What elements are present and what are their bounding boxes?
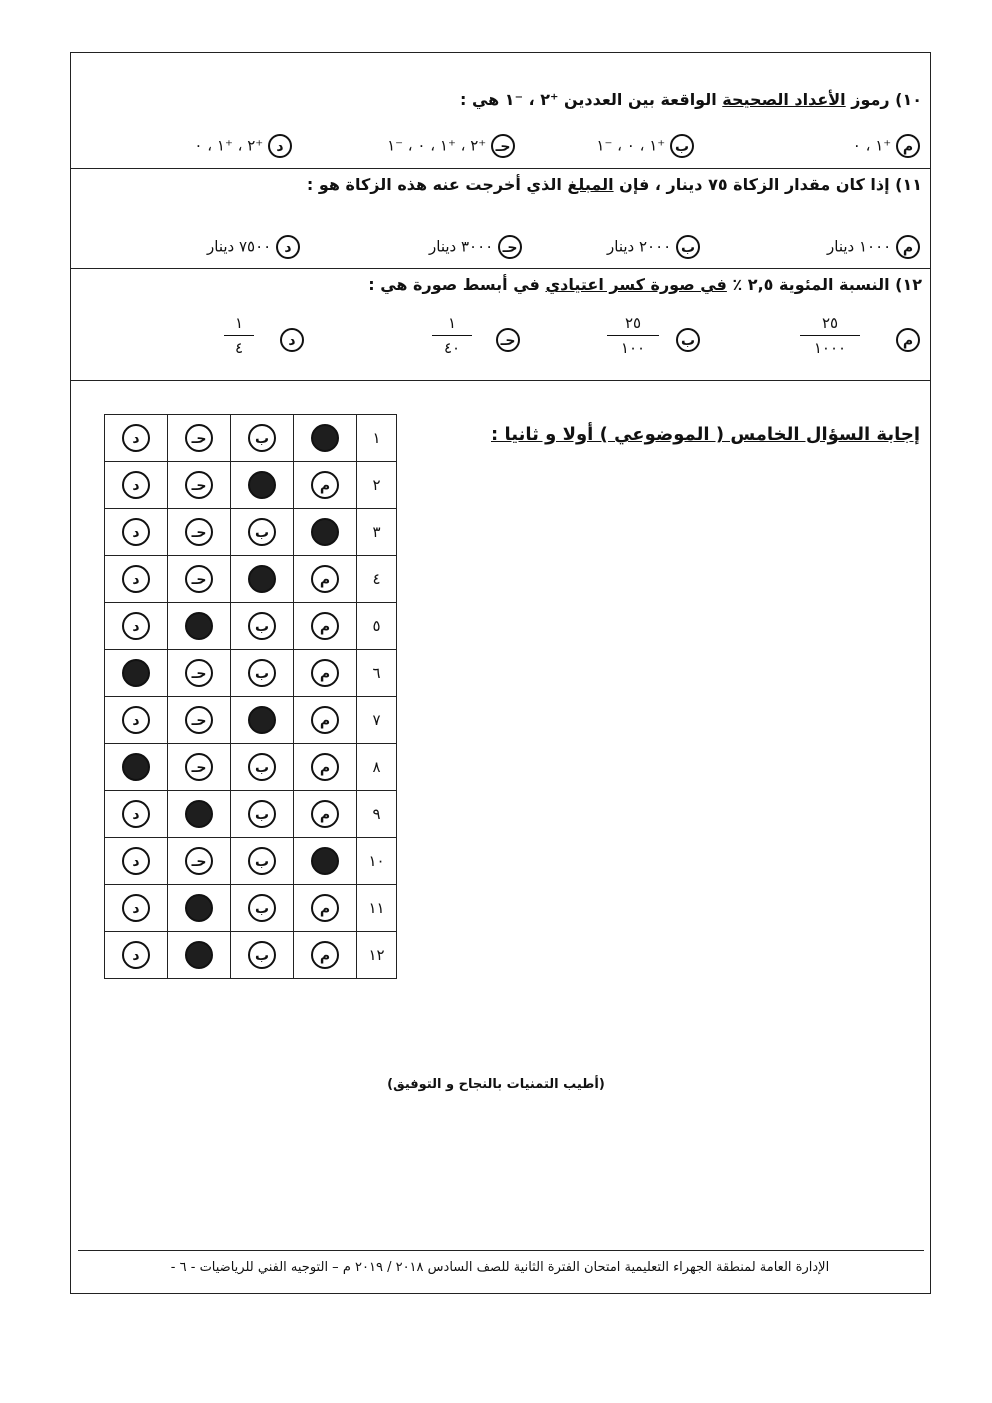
fraction-numerator: ٢٥: [624, 314, 642, 332]
choice-bubble[interactable]: د: [122, 471, 150, 499]
question-number: ٧: [357, 697, 397, 744]
question-number: ٥: [357, 603, 397, 650]
choice-bubble[interactable]: م: [311, 894, 339, 922]
option-label: د: [276, 235, 300, 259]
q11-option-a: [827, 235, 920, 259]
answer-cell: [168, 415, 231, 462]
answer-cell: [105, 603, 168, 650]
option-text: ⁺١ ، ٠: [852, 136, 892, 155]
q11-option-d: [207, 235, 300, 259]
choice-bubble[interactable]: حـ: [185, 565, 213, 593]
choice-bubble[interactable]: حـ: [185, 471, 213, 499]
choice-bubble[interactable]: م: [311, 659, 339, 687]
question-number: ١: [357, 415, 397, 462]
fraction-denominator: ٤٠: [443, 339, 461, 357]
q11-option-b: [607, 235, 700, 259]
answer-cell: [294, 838, 357, 885]
fraction-numerator: ٢٥: [821, 314, 839, 332]
q10-option-a: [853, 134, 920, 158]
choice-bubble[interactable]: ب: [248, 894, 276, 922]
filled-bubble[interactable]: [248, 471, 276, 499]
answer-grid: [104, 414, 397, 979]
answer-cell: [105, 885, 168, 932]
option-text: ٢٠٠٠ دينار: [607, 237, 672, 256]
q10-option-b: [596, 134, 694, 158]
choice-bubble[interactable]: د: [122, 847, 150, 875]
question-number: ١٢: [357, 932, 397, 979]
answer-cell: [231, 650, 294, 697]
q11-option-c: [429, 235, 522, 259]
choice-bubble[interactable]: حـ: [185, 518, 213, 546]
q12-option-a-label: م: [896, 328, 920, 352]
answer-cell: [105, 415, 168, 462]
answer-cell: [294, 791, 357, 838]
option-text: ٣٠٠٠ دينار: [429, 237, 494, 256]
choice-bubble[interactable]: د: [122, 424, 150, 452]
q12-option-b-label: ب: [676, 328, 700, 352]
filled-bubble[interactable]: [248, 565, 276, 593]
choice-bubble[interactable]: م: [311, 565, 339, 593]
answer-cell: [168, 462, 231, 509]
answer-row: [105, 932, 397, 979]
answer-cell: [168, 838, 231, 885]
answer-row: [105, 650, 397, 697]
answer-row: [105, 697, 397, 744]
question-11: [307, 175, 922, 194]
question-number: ١١: [357, 885, 397, 932]
q10-option-c: [387, 134, 515, 158]
answer-cell: [105, 697, 168, 744]
choice-bubble[interactable]: ب: [248, 612, 276, 640]
fraction-bar: [607, 335, 659, 336]
answer-cell: [294, 885, 357, 932]
choice-bubble[interactable]: ب: [248, 941, 276, 969]
option-text: ⁺٢ ، ⁺١ ، ٠: [194, 136, 264, 155]
question-12-text-end: في أبسط صورة هي :: [368, 275, 546, 294]
choice-bubble[interactable]: حـ: [185, 753, 213, 781]
answer-cell: [231, 885, 294, 932]
answer-cell: [294, 932, 357, 979]
choice-bubble[interactable]: م: [311, 753, 339, 781]
q12-option-d-label: د: [280, 328, 304, 352]
filled-bubble[interactable]: [122, 753, 150, 781]
answer-heading: إجابة السؤال الخامس ( الموضوعي ) أولا و ثانيا :: [491, 424, 920, 445]
filled-bubble[interactable]: [311, 847, 339, 875]
answer-row: [105, 838, 397, 885]
choice-bubble[interactable]: م: [311, 612, 339, 640]
option-text: ٧٥٠٠ دينار: [207, 237, 272, 256]
answer-row: [105, 744, 397, 791]
answer-cell: [105, 932, 168, 979]
fraction-numerator: ١: [234, 314, 244, 332]
fraction-bar: [224, 335, 254, 336]
choice-bubble[interactable]: ب: [248, 424, 276, 452]
choice-bubble[interactable]: ب: [248, 753, 276, 781]
choice-bubble[interactable]: د: [122, 706, 150, 734]
answer-cell: [168, 791, 231, 838]
fraction-denominator: ٤: [234, 339, 244, 357]
option-label: حـ: [491, 134, 515, 158]
answer-cell: [168, 744, 231, 791]
answer-row: [105, 603, 397, 650]
divider: [70, 268, 931, 269]
answer-cell: [168, 650, 231, 697]
fraction-bar: [432, 335, 472, 336]
filled-bubble[interactable]: [122, 659, 150, 687]
answer-cell: [294, 415, 357, 462]
answer-cell: [168, 509, 231, 556]
filled-bubble[interactable]: [185, 800, 213, 828]
answer-cell: [294, 744, 357, 791]
question-10: [460, 90, 922, 109]
q12-option-a-fraction: [800, 314, 860, 357]
choice-bubble[interactable]: حـ: [185, 424, 213, 452]
question-number: ٦: [357, 650, 397, 697]
question-11-underlined: المبلغ: [567, 175, 614, 194]
answer-cell: [168, 932, 231, 979]
answer-cell: [105, 556, 168, 603]
fraction-denominator: ١٠٠٠: [813, 339, 847, 357]
choice-bubble[interactable]: حـ: [185, 847, 213, 875]
choice-bubble[interactable]: ب: [248, 659, 276, 687]
choice-bubble[interactable]: م: [311, 941, 339, 969]
choice-bubble[interactable]: د: [122, 941, 150, 969]
answer-cell: [294, 650, 357, 697]
closing-wish: (أطيب التمنيات بالنجاح و التوفيق): [387, 1077, 605, 1092]
divider: [70, 380, 931, 381]
choice-bubble[interactable]: د: [122, 800, 150, 828]
answer-cell: [105, 791, 168, 838]
answer-cell: [168, 556, 231, 603]
choice-bubble[interactable]: حـ: [185, 659, 213, 687]
answer-row: [105, 556, 397, 603]
page-footer: الإدارة العامة لمنطقة الجهراء التعليمية امتحان الفترة الثانية للصف السادس ٢٠١٨ / ٢٠١٩ م – التوجيه الفني للرياضيات - ٦ -: [170, 1260, 830, 1275]
question-number: ٩: [357, 791, 397, 838]
answer-row: [105, 885, 397, 932]
filled-bubble[interactable]: [185, 612, 213, 640]
answer-cell: [231, 838, 294, 885]
option-text: ⁺٢ ، ⁺١ ، ٠ ، ⁻١: [387, 136, 487, 155]
question-12-text: ١٢) النسبة المئوية ٢,٥ ٪: [726, 275, 922, 294]
answer-cell: [231, 697, 294, 744]
question-10-text: ١٠) رموز: [845, 90, 922, 109]
question-10-underlined: الأعداد الصحيحة: [722, 90, 846, 109]
question-11-text: ١١) إذا كان مقدار الزكاة ٧٥ دينار ، فإن: [613, 175, 922, 194]
choice-bubble[interactable]: د: [122, 565, 150, 593]
question-12: [368, 275, 922, 294]
answer-cell: [168, 697, 231, 744]
choice-bubble[interactable]: م: [311, 471, 339, 499]
option-label: م: [896, 235, 920, 259]
answer-row: [105, 509, 397, 556]
answer-cell: [105, 744, 168, 791]
q12-option-c-label: حـ: [496, 328, 520, 352]
choice-bubble[interactable]: م: [311, 706, 339, 734]
question-number: ٣: [357, 509, 397, 556]
answer-cell: [105, 462, 168, 509]
fraction-numerator: ١: [447, 314, 457, 332]
choice-bubble[interactable]: م: [311, 800, 339, 828]
choice-bubble[interactable]: د: [122, 518, 150, 546]
answer-cell: [231, 462, 294, 509]
question-10-text-end: الواقعة بين العددين ⁺٢ ، ⁻١ هي :: [459, 90, 723, 109]
answer-cell: [294, 509, 357, 556]
answer-cell: [105, 509, 168, 556]
option-text: ١٠٠٠ دينار: [827, 237, 892, 256]
answer-cell: [231, 791, 294, 838]
answer-cell: [294, 603, 357, 650]
answer-cell: [168, 603, 231, 650]
question-number: ٢: [357, 462, 397, 509]
choice-bubble[interactable]: د: [122, 612, 150, 640]
choice-bubble[interactable]: ب: [248, 800, 276, 828]
filled-bubble[interactable]: [311, 518, 339, 546]
option-label: حـ: [498, 235, 522, 259]
option-text: ⁺١ ، ٠ ، ⁻١: [596, 136, 666, 155]
answer-cell: [294, 556, 357, 603]
filled-bubble[interactable]: [185, 894, 213, 922]
q12-option-d-fraction: [224, 314, 254, 357]
answer-cell: [231, 556, 294, 603]
q12-option-b-fraction: [607, 314, 659, 357]
filled-bubble[interactable]: [248, 706, 276, 734]
question-number: ٨: [357, 744, 397, 791]
q10-option-d: [194, 134, 292, 158]
answer-cell: [231, 932, 294, 979]
option-label: ب: [676, 235, 700, 259]
answer-cell: [231, 603, 294, 650]
answer-row: [105, 462, 397, 509]
question-11-text-end: الذي أخرجت عنه هذه الزكاة هو :: [306, 175, 568, 194]
choice-bubble[interactable]: ب: [248, 518, 276, 546]
choice-bubble[interactable]: ب: [248, 847, 276, 875]
footer-rule: [78, 1250, 924, 1251]
fraction-denominator: ١٠٠: [620, 339, 646, 357]
question-12-underlined: في صورة كسر اعتيادي: [545, 275, 727, 294]
fraction-bar: [800, 335, 860, 336]
answer-cell: [231, 509, 294, 556]
answer-cell: [105, 650, 168, 697]
option-label: ب: [670, 134, 694, 158]
choice-bubble[interactable]: د: [122, 894, 150, 922]
answer-cell: [105, 838, 168, 885]
q12-option-c-fraction: [432, 314, 472, 357]
answer-cell: [294, 697, 357, 744]
divider: [70, 168, 931, 169]
filled-bubble[interactable]: [185, 941, 213, 969]
choice-bubble[interactable]: حـ: [185, 706, 213, 734]
option-label: م: [896, 134, 920, 158]
answer-row: [105, 791, 397, 838]
answer-cell: [168, 885, 231, 932]
answer-cell: [231, 415, 294, 462]
option-label: د: [268, 134, 292, 158]
answer-row: [105, 415, 397, 462]
answer-cell: [294, 462, 357, 509]
answer-cell: [231, 744, 294, 791]
question-number: ٤: [357, 556, 397, 603]
filled-bubble[interactable]: [311, 424, 339, 452]
question-number: ١٠: [357, 838, 397, 885]
